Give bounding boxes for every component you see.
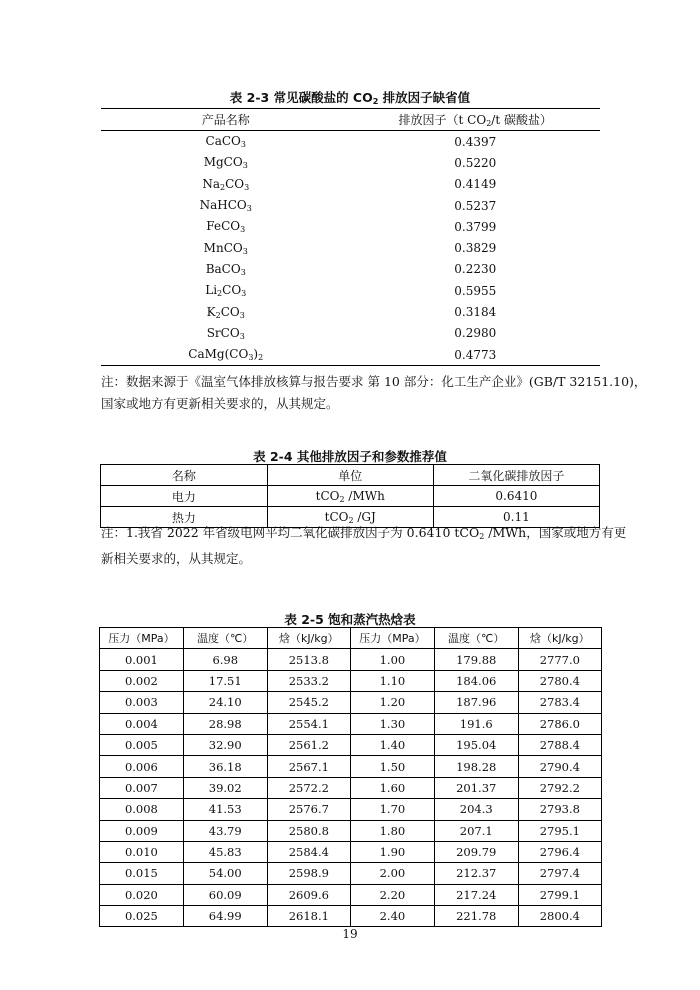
table-row xyxy=(101,195,600,216)
table-row xyxy=(100,841,602,862)
enthalpy-cell: 2780.4 xyxy=(518,670,601,691)
table-row xyxy=(100,863,602,884)
product-name-cell: CaCO$_3$ xyxy=(205,134,246,150)
temperature-cell: 217.24 xyxy=(434,884,518,905)
enthalpy-cell: 2797.4 xyxy=(518,863,601,884)
table-header-row xyxy=(101,465,600,486)
emission-factor-cell: 0.4149 xyxy=(454,177,497,192)
pressure-cell: 2.40 xyxy=(350,906,434,927)
product-name-cell: SrCO$_3$ xyxy=(206,325,245,341)
table-row xyxy=(100,649,602,670)
product-name-cell: $CaMg(CO_3)_2$ xyxy=(101,344,351,366)
enthalpy-cell: 2783.4 xyxy=(518,692,601,713)
pressure-cell: 1.30 xyxy=(350,713,434,734)
table-row xyxy=(101,237,600,258)
pressure-cell: 1.90 xyxy=(350,841,434,862)
pressure-cell: 0.008 xyxy=(100,799,184,820)
temperature-cell: 36.18 xyxy=(183,756,267,777)
product-name-cell: $K_2CO_3$ xyxy=(206,304,245,320)
pressure-cell: 1.00 xyxy=(350,649,434,670)
product-name-cell: $Li_2CO_3$ xyxy=(205,283,247,299)
pressure-cell: 1.40 xyxy=(350,734,434,755)
header-temperature: 温度（℃） xyxy=(434,628,518,649)
temperature-cell: 24.10 xyxy=(183,692,267,713)
table-row xyxy=(100,713,602,734)
pressure-cell: 2.00 xyxy=(350,863,434,884)
enthalpy-cell: 2800.4 xyxy=(518,906,601,927)
temperature-cell: 184.06 xyxy=(434,670,518,691)
table-row xyxy=(101,323,600,344)
row-name: 热力 xyxy=(101,507,268,528)
emission-factor-cell: 0.2230 xyxy=(454,262,497,277)
pressure-cell: 1.20 xyxy=(350,692,434,713)
emission-factor-cell: 0.4773 xyxy=(351,344,601,366)
row-value: 0.6410 xyxy=(433,486,599,507)
table-row xyxy=(101,344,600,366)
enthalpy-cell: 2777.0 xyxy=(518,649,601,670)
emission-factor-cell: 0.2980 xyxy=(454,326,497,341)
table-header-row xyxy=(101,109,600,131)
row-name: 电力 xyxy=(101,486,268,507)
temperature-cell: 28.98 xyxy=(183,713,267,734)
emission-factor-cell: 0.5955 xyxy=(454,283,497,298)
header-enthalpy: 焓（kJ/kg） xyxy=(518,628,601,649)
emission-factor-cell: 0.3829 xyxy=(454,241,497,256)
temperature-cell: 17.51 xyxy=(183,670,267,691)
row-value: 0.11 xyxy=(433,507,599,528)
enthalpy-cell: 2790.4 xyxy=(518,756,601,777)
temperature-cell: 187.96 xyxy=(434,692,518,713)
header-co2-factor: 二氧化碳排放因子 xyxy=(433,465,599,486)
table-row xyxy=(100,906,602,927)
temperature-cell: 64.99 xyxy=(183,906,267,927)
table-row xyxy=(100,756,602,777)
temperature-cell: 204.3 xyxy=(434,799,518,820)
enthalpy-cell: 2618.1 xyxy=(267,906,350,927)
table-2-3-caption: 表 2-3 常见碳酸盐的 $CO_2$ 排放因子缺省值 xyxy=(229,90,471,106)
emission-factor-cell: 0.3799 xyxy=(454,219,497,234)
temperature-cell: 198.28 xyxy=(434,756,518,777)
enthalpy-cell: 2554.1 xyxy=(267,713,350,734)
enthalpy-cell: 2799.1 xyxy=(518,884,601,905)
temperature-cell: 207.1 xyxy=(434,820,518,841)
pressure-cell: 1.80 xyxy=(350,820,434,841)
table-row xyxy=(101,152,600,173)
product-name-cell: FeCO$_3$ xyxy=(206,219,246,235)
temperature-cell: 54.00 xyxy=(183,863,267,884)
header-unit: 单位 xyxy=(267,465,433,486)
pressure-cell: 0.002 xyxy=(100,670,184,691)
temperature-cell: 43.79 xyxy=(183,820,267,841)
enthalpy-cell: 2533.2 xyxy=(267,670,350,691)
pressure-cell: 1.10 xyxy=(350,670,434,691)
row-unit: tCO$_2$ /MWh xyxy=(267,486,433,507)
pressure-cell: 1.70 xyxy=(350,799,434,820)
enthalpy-cell: 2545.2 xyxy=(267,692,350,713)
table-row xyxy=(101,216,600,237)
product-name-cell: NaHCO$_3$ xyxy=(199,198,252,214)
enthalpy-cell: 2796.4 xyxy=(518,841,601,862)
product-name-cell: BaCO$_3$ xyxy=(205,261,246,277)
pressure-cell: 0.005 xyxy=(100,734,184,755)
table-2-3-note: 注：数据来源于《温室气体排放核算与报告要求 第 10 部分：化工生产企业》(GB/T 32151.10)， 国家或地方有更新相关要求的，从其规定。 xyxy=(101,374,647,411)
temperature-cell: 212.37 xyxy=(434,863,518,884)
row-unit: tCO$_2$ /GJ xyxy=(267,507,433,528)
enthalpy-cell: 2572.2 xyxy=(267,777,350,798)
emission-factor-cell: 0.5220 xyxy=(454,155,497,170)
table-2-3 xyxy=(101,108,600,366)
product-name-cell: $Na_2CO_3$ xyxy=(202,176,250,192)
pressure-cell: 0.007 xyxy=(100,777,184,798)
temperature-cell: 60.09 xyxy=(183,884,267,905)
header-temperature: 温度（℃） xyxy=(183,628,267,649)
enthalpy-cell: 2580.8 xyxy=(267,820,350,841)
enthalpy-cell: 2786.0 xyxy=(518,713,601,734)
temperature-cell: 179.88 xyxy=(434,649,518,670)
enthalpy-cell: 2795.1 xyxy=(518,820,601,841)
emission-factor-cell: 0.4397 xyxy=(454,134,497,149)
table-2-4 xyxy=(100,464,600,528)
pressure-cell: 0.003 xyxy=(100,692,184,713)
temperature-cell: 195.04 xyxy=(434,734,518,755)
emission-factor-cell: 0.3184 xyxy=(454,305,497,320)
header-enthalpy: 焓（kJ/kg） xyxy=(267,628,350,649)
temperature-cell: 209.79 xyxy=(434,841,518,862)
emission-factor-cell: 0.5237 xyxy=(454,198,497,213)
table-row xyxy=(101,486,600,507)
table-row xyxy=(101,280,600,301)
table-2-4-note: 注：1.我省 2022 年省级电网平均二氧化碳排放因子为 0.6410 tCO$_2$ /MWh，国家或地方有更 新相关要求的，从其规定。 xyxy=(101,525,627,566)
temperature-cell: 41.53 xyxy=(183,799,267,820)
enthalpy-cell: 2561.2 xyxy=(267,734,350,755)
table-2-5-caption: 表 2-5 饱和蒸汽热焓表 xyxy=(284,612,416,627)
enthalpy-cell: 2788.4 xyxy=(518,734,601,755)
enthalpy-cell: 2584.4 xyxy=(267,841,350,862)
table-row xyxy=(101,131,600,153)
temperature-cell: 6.98 xyxy=(183,649,267,670)
table-2-4-caption: 表 2-4 其他排放因子和参数推荐值 xyxy=(253,449,447,464)
temperature-cell: 191.6 xyxy=(434,713,518,734)
pressure-cell: 0.001 xyxy=(100,649,184,670)
pressure-cell: 1.60 xyxy=(350,777,434,798)
temperature-cell: 45.83 xyxy=(183,841,267,862)
pressure-cell: 1.50 xyxy=(350,756,434,777)
header-pressure: 压力（MPa） xyxy=(350,628,434,649)
table-row xyxy=(101,174,600,195)
product-name-cell: MnCO$_3$ xyxy=(203,240,248,256)
enthalpy-cell: 2513.8 xyxy=(267,649,350,670)
header-pressure: 压力（MPa） xyxy=(100,628,184,649)
enthalpy-cell: 2609.6 xyxy=(267,884,350,905)
product-name-cell: MgCO$_3$ xyxy=(203,155,248,171)
enthalpy-cell: 2792.2 xyxy=(518,777,601,798)
temperature-cell: 201.37 xyxy=(434,777,518,798)
pressure-cell: 0.006 xyxy=(100,756,184,777)
temperature-cell: 32.90 xyxy=(183,734,267,755)
enthalpy-cell: 2793.8 xyxy=(518,799,601,820)
pressure-cell: 0.015 xyxy=(100,863,184,884)
table-row xyxy=(100,820,602,841)
table-row xyxy=(100,670,602,691)
table-row xyxy=(100,734,602,755)
pressure-cell: 0.025 xyxy=(100,906,184,927)
table-row xyxy=(100,777,602,798)
header-product-name: 产品名称 xyxy=(101,109,351,131)
pressure-cell: 2.20 xyxy=(350,884,434,905)
pressure-cell: 0.004 xyxy=(100,713,184,734)
pressure-cell: 0.009 xyxy=(100,820,184,841)
header-name: 名称 xyxy=(101,465,268,486)
temperature-cell: 221.78 xyxy=(434,906,518,927)
page-number: 19 xyxy=(342,927,358,941)
table-row xyxy=(101,259,600,280)
table-row xyxy=(101,301,600,322)
enthalpy-cell: 2567.1 xyxy=(267,756,350,777)
header-emission-factor: 排放因子（t $CO_2/t$ 碳酸盐） xyxy=(351,109,601,131)
pressure-cell: 0.020 xyxy=(100,884,184,905)
enthalpy-cell: 2576.7 xyxy=(267,799,350,820)
table-row xyxy=(100,799,602,820)
pressure-cell: 0.010 xyxy=(100,841,184,862)
table-2-5 xyxy=(99,627,602,927)
table-header-row xyxy=(100,628,602,649)
temperature-cell: 39.02 xyxy=(183,777,267,798)
table-row xyxy=(100,692,602,713)
table-row xyxy=(100,884,602,905)
enthalpy-cell: 2598.9 xyxy=(267,863,350,884)
